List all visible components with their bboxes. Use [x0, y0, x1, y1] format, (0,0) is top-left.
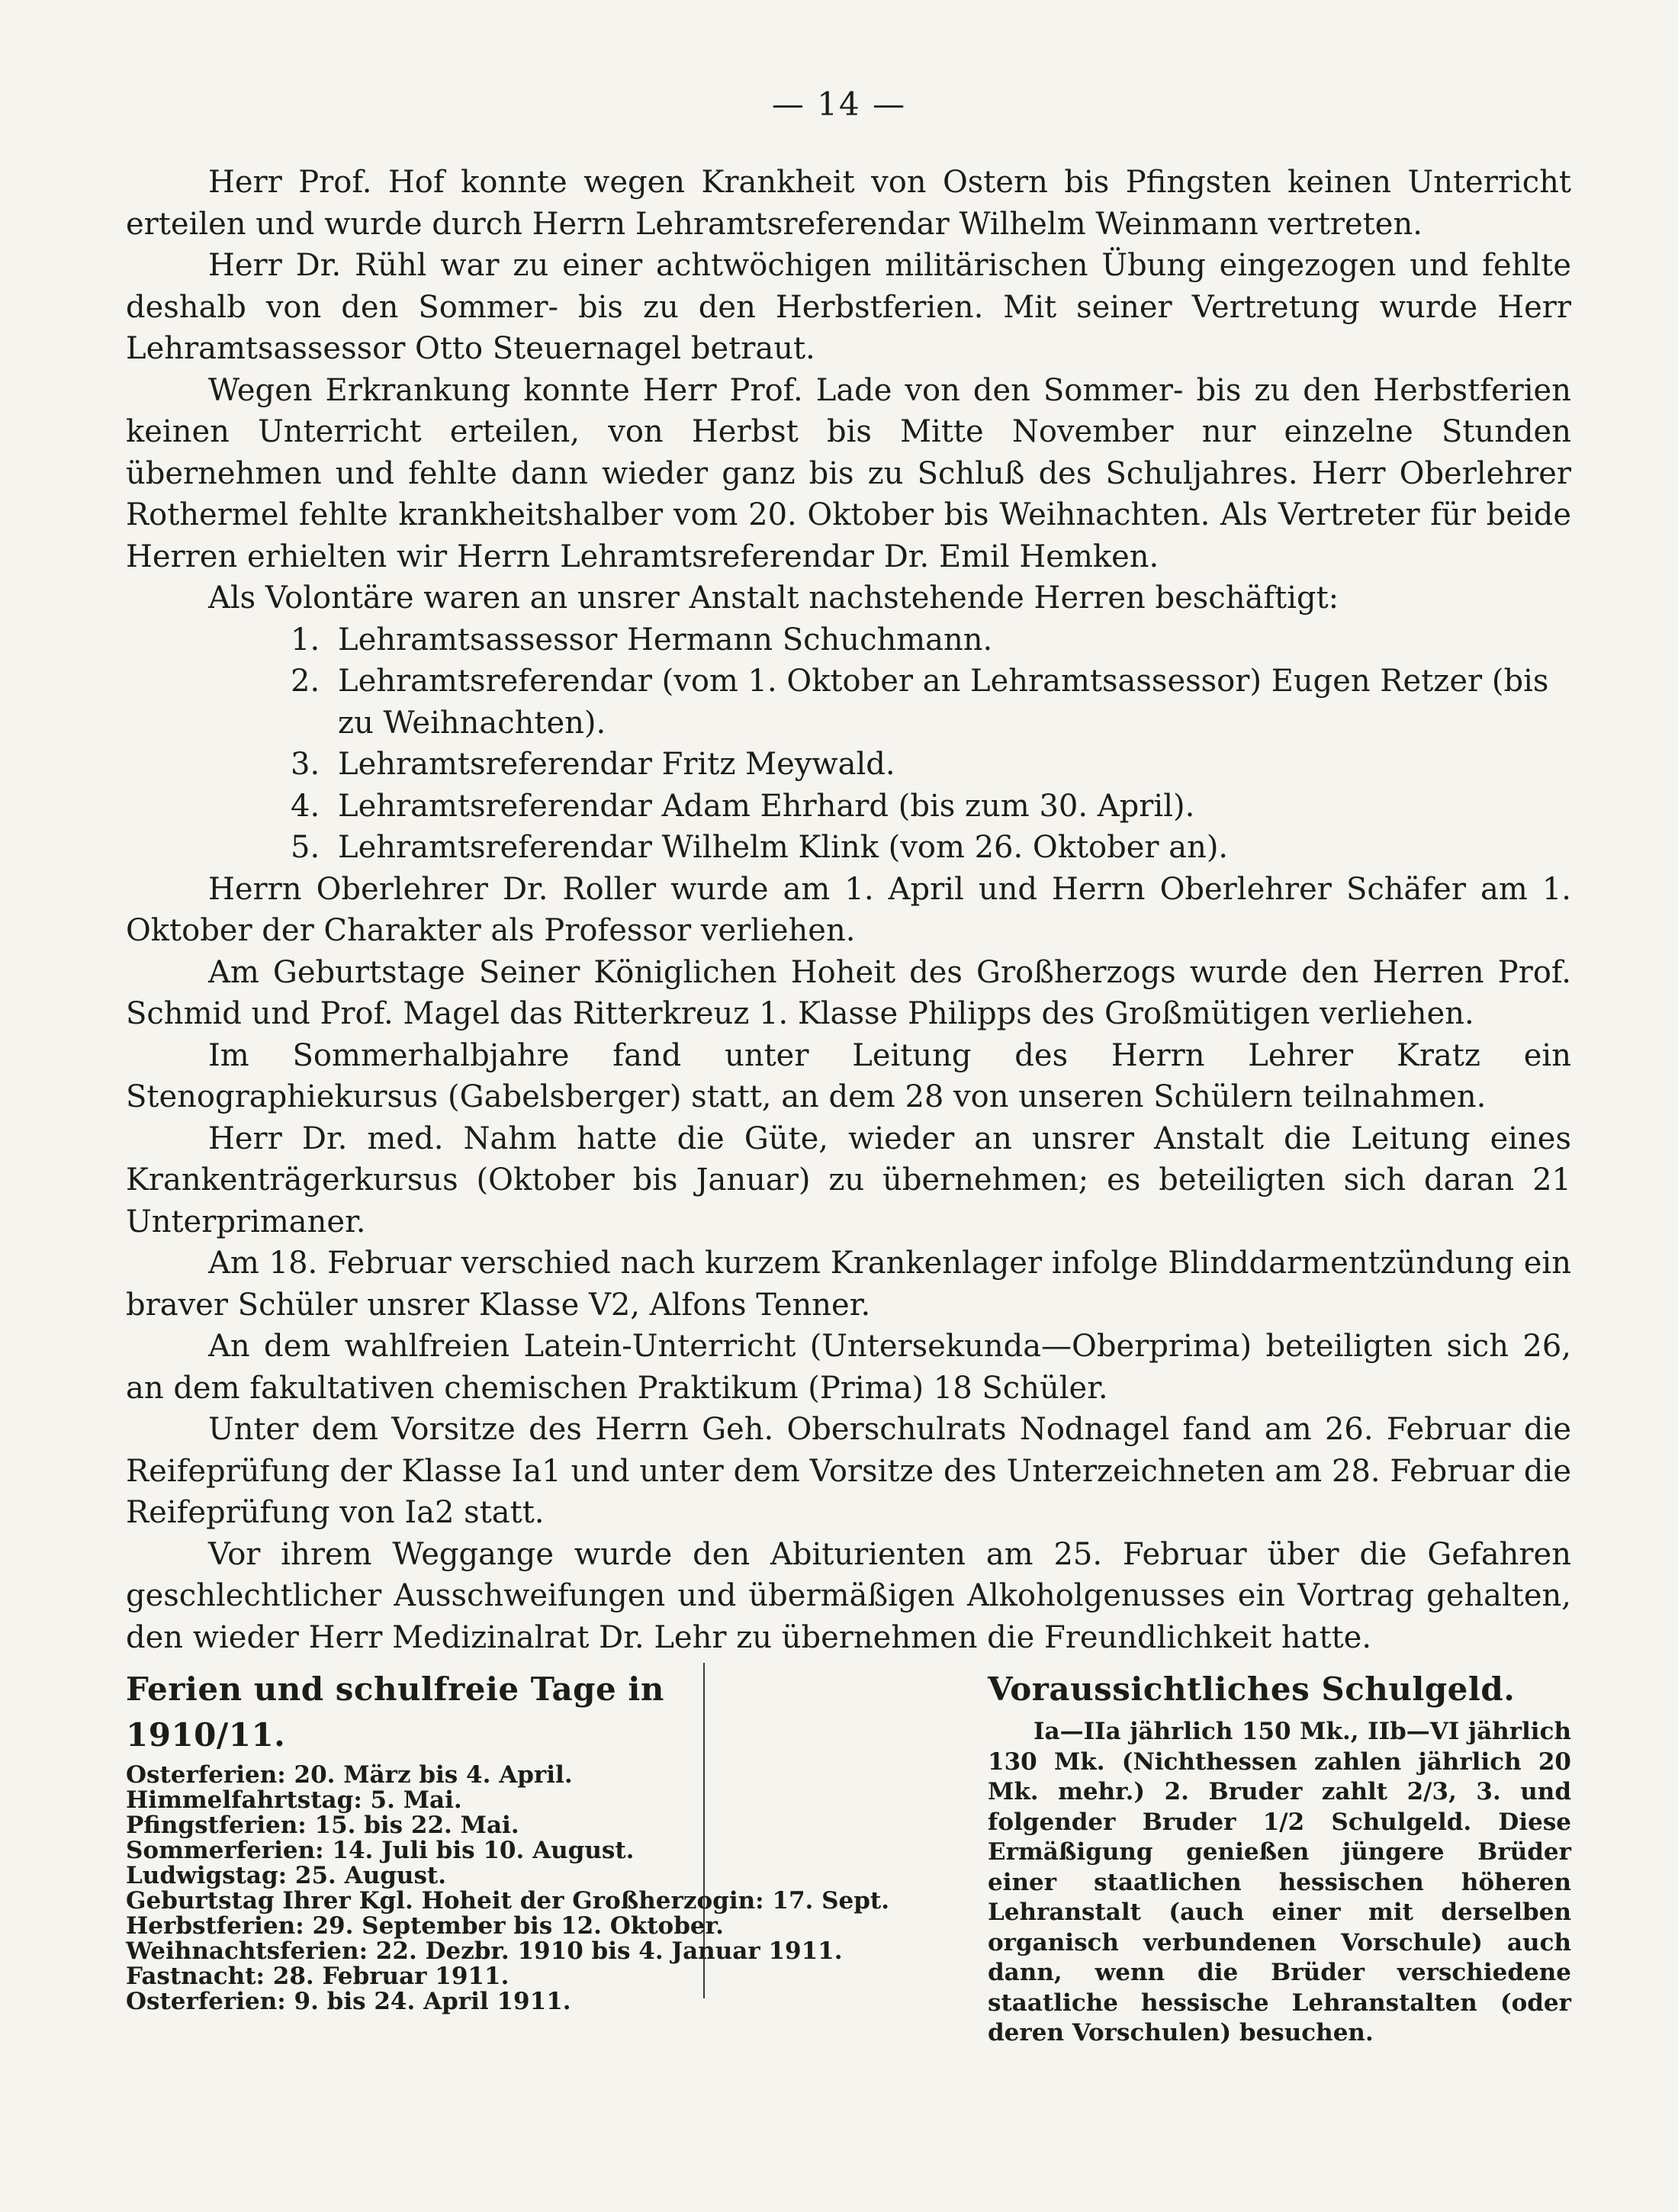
list-item: [291, 661, 1571, 744]
list-text: Lehramtsreferendar Fritz Meywald.: [338, 747, 895, 782]
paragraph: Unter dem Vorsitze des Herrn Geh. Oberschulrats Nodnagel fand am 26. Februar die Reifeprüfung der Klasse Ia1 und unter dem Vorsitze des Unterzeichneten am 28. Februar die Reifeprüfung von Ia2 statt.: [126, 1412, 1571, 1530]
page-number: — 14 —: [771, 85, 907, 123]
list-text: Lehramtsassessor Hermann Schuchmann.: [338, 622, 993, 657]
school-fees-section: [988, 1667, 1571, 2049]
paragraph: Herr Dr. med. Nahm hatte die Güte, wieder an unsrer Anstalt die Leitung eines Krankenträgerkursus (Oktober bis Januar) zu übernehmen; es beteiligten sich daran 21 Unterprimaner.: [126, 1120, 1571, 1239]
holiday-item: Osterferien: 9. bis 24. April 1911.: [126, 1988, 571, 2015]
paragraph: An dem wahlfreien Latein-Unterricht (Untersekunda—Oberprima) beteiligten sich 26, an dem fakultativen chemischen Praktikum (Prima) 18 Schüler.: [126, 1329, 1571, 1406]
volunteer-list: [126, 619, 1571, 869]
main-text: [126, 162, 1571, 1658]
paragraph: Herr Prof. Hof konnte wegen Krankheit von Ostern bis Pfingsten keinen Unterricht erteilen und wurde durch Herrn Lehramtsreferendar Wilhelm Weinmann vertreten.: [126, 165, 1571, 242]
bottom-section: [126, 1667, 1571, 2046]
paragraph: Im Sommerhalbjahre fand unter Leitung des Herrn Lehrer Kratz ein Stenographiekursus (Gabelsberger) statt, an dem 28 von unseren Schülern teilnahmen.: [126, 1037, 1571, 1114]
holiday-item: Fastnacht: 28. Februar 1911.: [126, 1963, 510, 1990]
holiday-item: Geburtstag Ihrer Kgl. Hoheit der Großherzogin: 17. Sept.: [126, 1887, 889, 1915]
holiday-item: Pfingstferien: 15. bis 22. Mai.: [126, 1812, 519, 1839]
paragraph: Herr Dr. Rühl war zu einer achtwöchigen militärischen Übung eingezogen und fehlte deshalb von den Sommer- bis zu den Herbstferien. Mit seiner Vertretung wurde Herr Lehramtsassessor Otto Steuernagel betraut.: [126, 248, 1571, 366]
holiday-item: Ludwigstag: 25. August.: [126, 1862, 447, 1889]
paragraph: Wegen Erkrankung konnte Herr Prof. Lade von den Sommer- bis zu den Herbstferien keinen Unterricht erteilen, von Herbst bis Mitte November nur einzelne Stunden übernehmen und fehlte dann wieder ganz bis zu Schluß des Schuljahres. Herr Oberlehrer Rothermel fehlte krankheitshalber vom 20. Oktober bis Weihnachten. Als Vertreter für beide Herren erhielten wir Herrn Lehramtsreferendar Dr. Emil Hemken.: [126, 372, 1571, 574]
list-text: Lehramtsreferendar Adam Ehrhard (bis zum 30. April).: [338, 788, 1195, 824]
list-number: 4.: [291, 788, 320, 824]
holidays-title: Ferien und schulfreie Tage in 1910/11.: [126, 1670, 664, 1754]
list-item: [291, 786, 1571, 828]
holiday-item: Himmelfahrtstag: 5. Mai.: [126, 1786, 462, 1814]
holiday-item: Herbstferien: 29. September bis 12. Oktober.: [126, 1912, 724, 1940]
list-number: 2.: [291, 664, 320, 699]
holiday-item: Weihnachtsferien: 22. Dezbr. 1910 bis 4. Januar 1911.: [126, 1937, 843, 1965]
paragraph: Vor ihrem Weggange wurde den Abiturienten am 25. Februar über die Gefahren geschlechtlicher Ausschweifungen und übermäßigen Alkoholgenusses ein Vortrag gehalten, den wieder Herr Medizinalrat Dr. Lehr zu übernehmen die Freundlichkeit hatte.: [126, 1536, 1571, 1655]
holidays-section: [126, 1667, 889, 2015]
list-text: Lehramtsreferendar Wilhelm Klink (vom 26. Oktober an).: [338, 830, 1229, 865]
holiday-item: Osterferien: 20. März bis 4. April.: [126, 1761, 573, 1789]
list-item: [291, 827, 1571, 869]
list-item: [291, 744, 1571, 786]
holiday-item: Sommerferien: 14. Juli bis 10. August.: [126, 1837, 635, 1864]
paragraph: Am 18. Februar verschied nach kurzem Krankenlager infolge Blinddarmentzündung ein braver Schüler unsrer Klasse V2, Alfons Tenner.: [126, 1246, 1571, 1323]
list-item: [291, 619, 1571, 661]
school-fees-text: Ia—IIa jährlich 150 Mk., IIb—VI jährlich 130 Mk. (Nichthessen zahlen jährlich 20 Mk. mehr.) 2. Bruder zahlt 2/3, 3. und folgender Bruder 1/2 Schulgeld. Diese Ermäßigung genießen jüngere Brüder einer staatlichen hessischen höheren Lehranstalt (auch einer mit derselben organisch verbundenen Vorschule) auch dann, wenn die Brüder verschiedene staatliche hessische Lehranstalten (oder deren Vorschulen) besuchen.: [988, 1718, 1571, 2046]
paragraph: Als Volontäre waren an unsrer Anstalt nachstehende Herren beschäftigt:: [208, 580, 1339, 616]
list-number: 1.: [291, 622, 320, 657]
school-fees-title: Voraussichtliches Schulgeld.: [988, 1670, 1516, 1708]
paragraph: Am Geburtstage Seiner Königlichen Hoheit des Großherzogs wurde den Herren Prof. Schmid und Prof. Magel das Ritterkreuz 1. Klasse Philipps des Großmütigen verliehen.: [126, 954, 1571, 1031]
paragraph: Herrn Oberlehrer Dr. Roller wurde am 1. April und Herrn Oberlehrer Schäfer am 1. Oktober der Charakter als Professor verliehen.: [126, 871, 1571, 948]
list-number: 5.: [291, 830, 320, 865]
list-text: Lehramtsreferendar (vom 1. Oktober an Lehramtsassessor) Eugen Retzer (bis zu Weihnachten).: [338, 664, 1549, 741]
list-number: 3.: [291, 747, 320, 782]
